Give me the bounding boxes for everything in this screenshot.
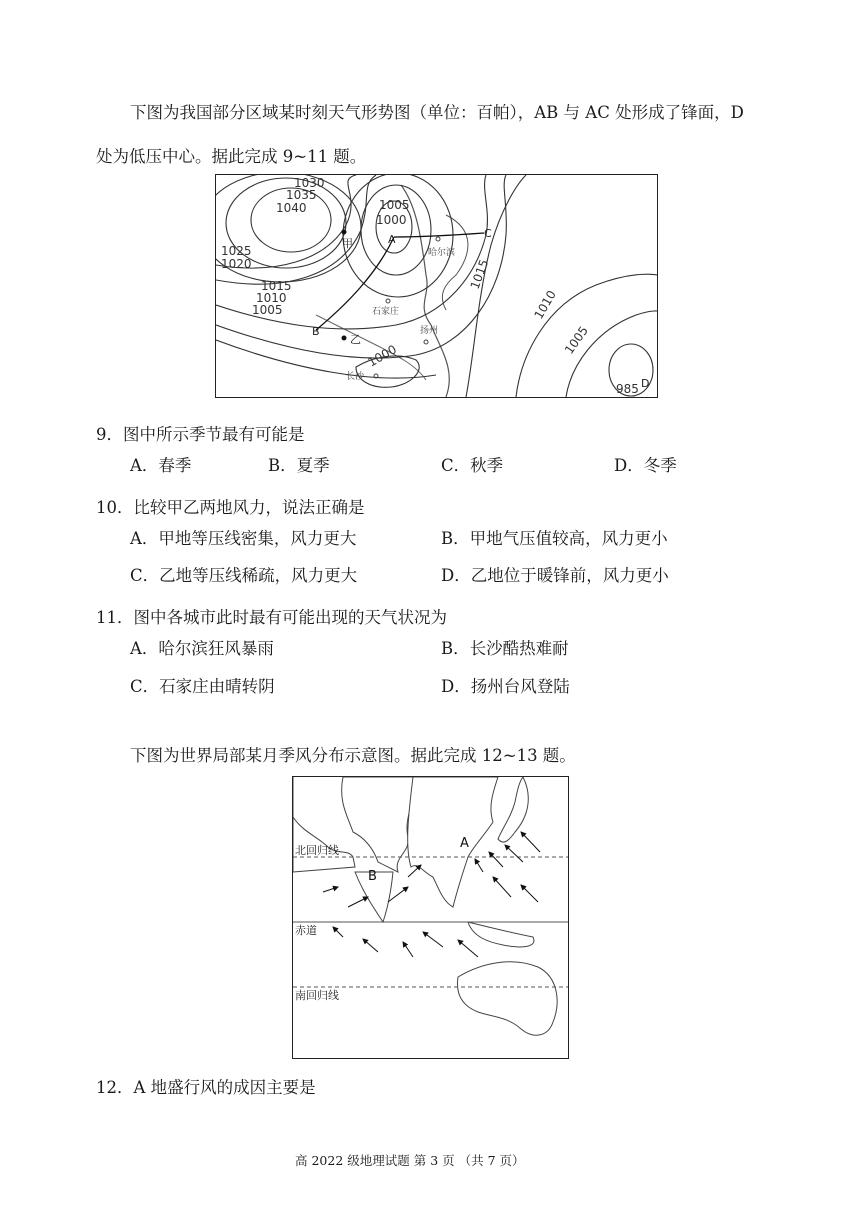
question-10-option-c[interactable]: C．乙地等压线稀疏，风力更大: [130, 566, 358, 585]
isobar-label: 1010: [256, 291, 287, 305]
intro-section-2: 下图为世界局部某月季风分布示意图。据此完成 12~13 题。: [130, 746, 576, 765]
isobar-label: 1015: [467, 257, 492, 292]
isobar-label: 1000: [365, 342, 399, 370]
point-d-label: D: [641, 377, 650, 390]
isobar-label: 1015: [261, 279, 292, 293]
isobar-label: 1040: [276, 201, 307, 215]
question-9-option-d[interactable]: D．冬季: [614, 456, 677, 475]
isobar-label: 985: [616, 382, 639, 396]
isobar-label: 1000: [376, 213, 407, 227]
question-11-option-c[interactable]: C．石家庄由晴转阴: [130, 677, 275, 696]
point-b-label: B: [368, 869, 377, 884]
front-ac: [394, 233, 484, 237]
question-10-option-b[interactable]: B．甲地气压值较高，风力更小: [441, 529, 668, 548]
city-harbin: 哈尔滨: [428, 248, 456, 258]
question-10-option-a[interactable]: A．甲地等压线密集，风力更大: [130, 529, 357, 548]
isobar-label: 1010: [531, 288, 559, 322]
monsoon-map: [292, 776, 569, 1059]
point-a-label: A: [460, 836, 469, 851]
question-9-option-c[interactable]: C．秋季: [441, 456, 504, 475]
point-yi-label: 乙: [350, 333, 361, 346]
city-yangzhou: 扬州: [420, 326, 439, 336]
question-12-stem: 12．A 地盛行风的成因主要是: [96, 1078, 316, 1097]
isobar-label: 1025: [221, 244, 252, 258]
point-jia-dot: [342, 230, 347, 235]
question-11-option-d[interactable]: D．扬州台风登陆: [441, 677, 570, 696]
isobar-label: 1005: [252, 303, 283, 317]
city-changsha: 长沙: [346, 372, 365, 382]
point-jia-label: 甲: [342, 237, 353, 250]
question-9-option-b[interactable]: B．夏季: [268, 456, 330, 475]
question-11-option-b[interactable]: B．长沙酷热难耐: [441, 639, 569, 658]
isobar-label: 1005: [561, 323, 591, 357]
equator-label: 赤道: [295, 924, 317, 937]
isobar-label: 1035: [286, 188, 317, 202]
coastline-korea: [442, 215, 468, 310]
question-11-option-a[interactable]: A．哈尔滨狂风暴雨: [130, 639, 274, 658]
point-b-label: B: [312, 325, 320, 338]
point-a-label: A: [388, 233, 396, 246]
question-11-stem: 11．图中各城市此时最有可能出现的天气状况为: [96, 608, 447, 627]
point-yi-dot: [342, 336, 347, 341]
city-shijiazhuang: 石家庄: [372, 307, 400, 317]
page-footer: 高 2022 级地理试题 第 3 页 （共 7 页）: [295, 1153, 525, 1168]
isobar-label: 1020: [221, 257, 252, 271]
point-c-label: C: [484, 227, 492, 240]
coastline: [401, 185, 449, 397]
tropic-of-cancer-label: 北回归线: [295, 844, 339, 857]
question-9-option-a[interactable]: A．春季: [130, 456, 192, 475]
isobar-label: 1005: [379, 198, 410, 212]
question-10-option-d[interactable]: D．乙地位于暖锋前，风力更小: [441, 566, 669, 585]
intro-line-1: 下图为我国部分区域某时刻天气形势图（单位：百帕），AB 与 AC 处形成了锋面，D: [130, 103, 744, 122]
question-10-stem: 10．比较甲乙两地风力，说法正确是: [96, 498, 365, 517]
tropic-of-capricorn-label: 南回归线: [295, 989, 339, 1002]
isobar-label: 1030: [294, 176, 325, 190]
question-9-stem: 9．图中所示季节最有可能是: [96, 425, 305, 444]
intro-line-2: 处为低压中心。据此完成 9~11 题。: [96, 147, 367, 166]
river: [316, 315, 426, 380]
weather-map: [215, 174, 658, 398]
